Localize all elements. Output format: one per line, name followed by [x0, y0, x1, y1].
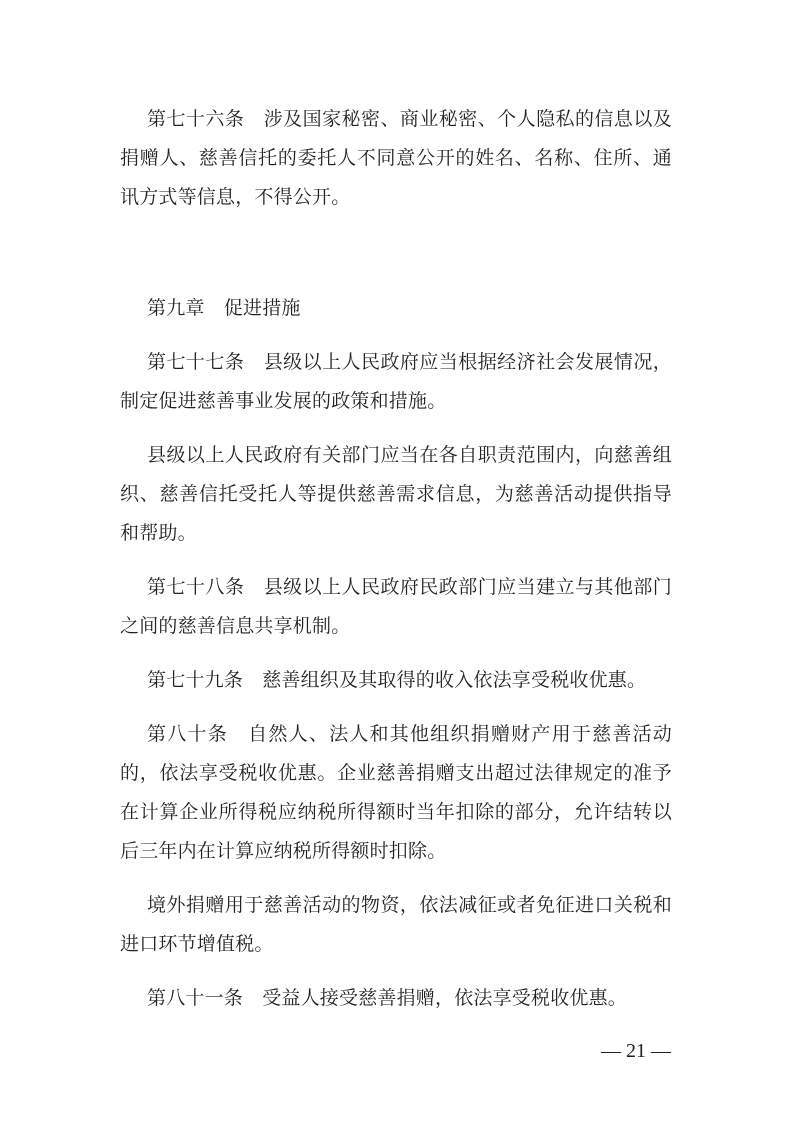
- chapter-9-heading: 第九章 促进措施: [147, 297, 301, 319]
- article-76: 第七十六条 涉及国家秘密、商业秘密、个人隐私的信息以及捐赠人、慈善信托的委托人不同意公开的姓名、名称、住所、通讯方式等信息，不得公开。: [120, 108, 672, 208]
- article-80: 第八十条 自然人、法人和其他组织捐赠财产用于慈善活动的，依法享受税收优惠。企业慈善捐赠支出超过法律规定的准予在计算企业所得税应纳税所得额时当年扣除的部分，允许结转以后三年内在计算应纳税所得额时扣除。: [120, 723, 672, 862]
- article-78: 第七十八条 县级以上人民政府民政部门应当建立与其他部门之间的慈善信息共享机制。: [120, 576, 672, 637]
- article-79: 第七十九条 慈善组织及其取得的收入依法享受税收优惠。: [147, 669, 647, 691]
- article-77-paragraph-2: 县级以上人民政府有关部门应当在各自职责范围内，向慈善组织、慈善信托受托人等提供慈善需求信息，为慈善活动提供指导和帮助。: [120, 444, 672, 544]
- article-80-paragraph-2: 境外捐赠用于慈善活动的物资，依法减征或者免征进口关税和进口环节增值税。: [120, 894, 672, 955]
- document-body: [120, 100, 672, 1018]
- article-81: 第八十一条 受益人接受慈善捐赠，依法享受税收优惠。: [147, 987, 628, 1009]
- article-77: 第七十七条 县级以上人民政府应当根据经济社会发展情况，制定促进慈善事业发展的政策和措施。: [120, 351, 672, 412]
- page-number: — 21 —: [601, 1040, 671, 1062]
